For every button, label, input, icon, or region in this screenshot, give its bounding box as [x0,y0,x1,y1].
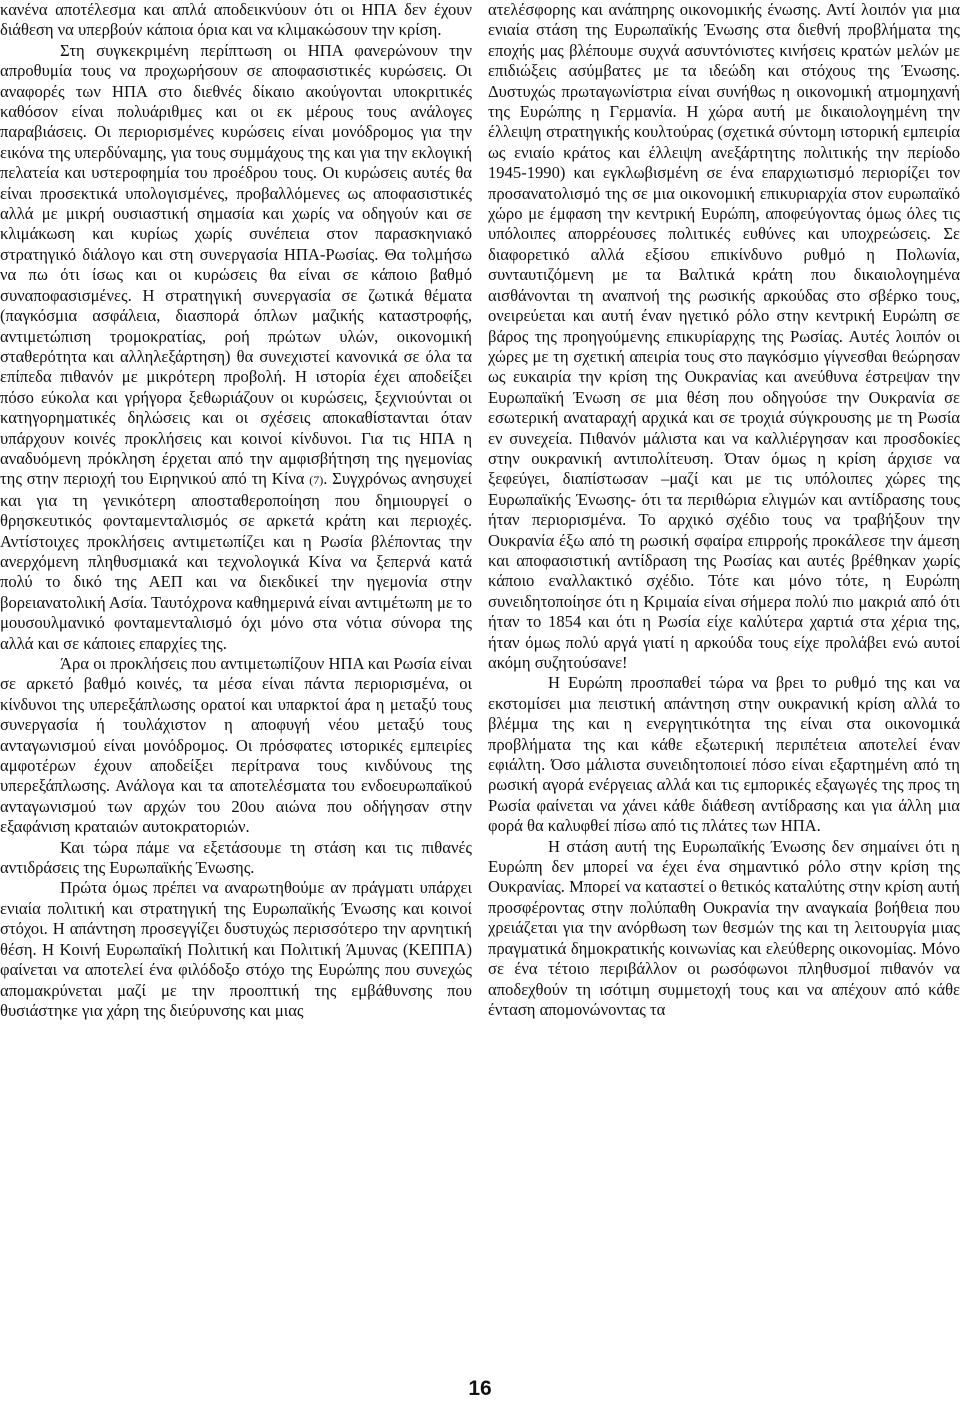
paragraph: Πρώτα όμως πρέπει να αναρωτηθούμε αν πράγματι υπάρχει ενιαία πολιτική και στρατηγική της Ευρωπαϊκής Ένωσης και κοινοί στόχοι. Η απάντηση προσεγγίζει δυστυχώς περισσότερο την αρνητική θέση. Η Κοινή Ευρωπαϊκή Πολιτική και Πολιτική Άμυνας (ΚΕΠΠΑ) φαίνεται να αποτελεί ένα φιλόδοξο στόχο της Ευρώπης που συνεχώς απομακρύνεται μαζί με την προοπτική της εμβάθυνσης που θυσιάστηκε για χάρη της διεύρυνσης και μιας [0,878,472,1020]
right-column [488,0,960,1020]
paragraph: Η στάση αυτή της Ευρωπαϊκής Ένωσης δεν σημαίνει ότι η Ευρώπη δεν μπορεί να έχει ένα σημαντικό ρόλο στην κρίση της Ουκρανίας. Μπορεί να καταστεί ο θετικός καταλύτης στην κρίση αυτή προσφέροντας στην πολύπαθη Ουκρανία την αναγκαία βοήθεια που χρειάζεται για την ανόρθωση των θεσμών της και τη λειτουργία μιας πραγματικά δημοκρατικής κοινωνίας και ελεύθερης οικονομίας. Μόνο σε ένα τέτοιο περιβάλλον οι ρωσόφωνοι πληθυσμοί πιθανόν να αποδεχθούν τη ισότιμη συμμετοχή τους και να απέχουν από κάθε ένταση απομονώνοντας τα [488,836,960,1019]
paragraph-text: Στη συγκεκριμένη περίπτωση οι ΗΠΑ φανερώνουν την απροθυμία τους να προχωρήσουν σε αποφασιστικές κυρώσεις. Οι αναφορές των ΗΠΑ στο διεθνές δίκαιο ακούγονται υποκριτικές καθόσον είναι πολυάριθμες και οι εκ μέρους τους ανάλογες παραβιάσεις. Οι περιορισμένες κυρώσεις είναι μονόδρομος για την εικόνα της υπερδύναμης, για τους συμμάχους της και για την εκλογική πελατεία και υστεροφημία του προέδρου τους. Οι κυρώσεις αυτές θα είναι προσεκτικά υπολογισμένες, προβαλλόμενες ως αποφασιστικές αλλά με μικρή ουσιαστική σημασία και χωρίς να οδηγούν και σε κλιμάκωση και κυρίως χωρίς συνέπεια στον παρασκηνιακό στρατηγικό διάλογο και στη συνεργασία ΗΠΑ-Ρωσίας. Θα τολμήσω να πω ότι ίσως και οι κυρώσεις θα είναι σε κάποιο βαθμό συναποφασισμένες. Η στρατηγική συνεργασία σε ζωτικά θέματα (παγκόσμια ασφάλεια, διασπορά όπλων μαζικής καταστροφής, αντιμετώπιση τρομοκρατίας, ροή πρώτων υλών, οικονομική σταθερότητα και αλληλεξάρτηση) θα συνεχιστεί κανονικά σε όλα τα επίπεδα πιθανόν με μικρότερη προβολή. Η ιστορία έχει αποδείξει πόσο εύκολα και γρήγορα ξεθωριάζουν οι κυρώσεις, ξεχνιούνται οι κατηγορηματικές δηλώσεις και οι σχέσεις αποκαθίστανται όταν υπάρχουν κοινές προκλήσεις και κοινοί κίνδυνοι. Για τις ΗΠΑ η αναδυόμενη πρόκληση έρχεται από την αμφισβήτηση της ηγεμονίας της στην περιοχή του Ειρηνικού από τη Κίνα [0,40,472,489]
paragraph: κανένα αποτέλεσμα και απλά αποδεικνύουν ότι οι ΗΠΑ δεν έχουν διάθεση να υπερβούν κάποια όρια και να κλιμακώσουν την κρίση. [0,0,472,40]
paragraph-text: . Συγχρόνως ανησυχεί και για τη γενικότερη αποσταθεροποίηση που δημιουργεί ο θρησκευτικός φονταμενταλισμός σε αρκετά κράτη και περιοχές. Αντίστοιχες προκλήσεις αντιμετωπίζει και η Ρωσία βλέποντας την ανερχόμενη πληθυσμιακά και τεχνολογικά Κίνα να ξεπερνά κατά πολύ το δικό της ΑΕΠ και να διεκδικεί την ηγεμονία στην βορειανατολική Ασία. Ταυτόχρονα καθημερινά είναι αντιμέτωπη με το μουσουλμανικό φονταμενταλισμό όχι μόνο στα νότια σύνορα της αλλά και σε κάποιες επαρχίες της. [0,469,472,653]
left-column [0,0,472,1021]
paragraph: ατελέσφορης και ανάπηρης οικονομικής ένωσης. Αντί λοιπόν για μια ενιαία στάση της Ευρωπαϊκής Ένωσης στα διεθνή προβλήματα της εποχής μας βλέπουμε συχνά ασυντόνιστες κινήσεις κρατών μελών με επιδιώξεις ασύμβατες με τα ιδεώδη και στόχους της Ένωσης. Δυστυχώς πρωταγωνίστρια είναι συνήθως η οικονομική ατμομηχανή της Ευρώπης η Γερμανία. Η χώρα αυτή με δικαιολογημένη την έλλειψη στρατηγικής κουλτούρας (σχετικά σύντομη ιστορική εμπειρία ως ενιαίο κράτος και έλλειψη ανεξάρτητης πολιτικής την περίοδο 1945-1990) και εγκλωβισμένη σε ένα επαρχιωτισμό περιορίζει τον προσανατολισμό της σε μια οικονομική επικυριαρχία στον ευρωπαϊκό χώρο με έμφαση την κεντρική Ευρώπη, αποφεύγοντας όμως όλες τις υπόλοιπες απορρέουσες πολιτικές ευθύνες και υποχρεώσεις. Σε διαφορετικό αλλά εξίσου επικίνδυνο ρυθμό η Πολωνία, συνταυτιζόμενη με τα Βαλτικά κράτη που δικαιολογημένα αισθάνονται τη αναπνοή της ρωσικής αρκούδας στο σβέρκο τους, ονειρεύεται και αυτή έναν ηγετικό ρόλο στην κεντρική Ευρώπη σε βάρος της προηγούμενης επικυρίαρχης της Ρωσίας. Αυτές λοιπόν οι χώρες με τη σχετική απειρία τους στο παγκόσμιο γίγνεσθαι θεώρησαν ως ευκαιρία την κρίση της Ουκρανίας και ανεύθυνα έστρεψαν την Ευρωπαϊκή Ένωση σε μια θέση που οδηγούσε την Ουκρανία σε εσωτερική αναταραχή αρχικά και σε τροχιά σύγκρουσης με τη Ρωσία εν συνεχεία. Πιθανόν μάλιστα και να καλλιέργησαν και προσδοκίες στην ουκρανική αντιπολίτευση. Όταν όμως η κρίση άρχισε να ξεφεύγει, διαπίστωσαν –μαζί και με τις υπόλοιπες χώρες της Ευρωπαϊκής Ένωσης- ότι τα περιθώρια ελιγμών και αντίδρασης τους ήταν περιορισμένα. Το αρχικό σχέδιο τους να τραβήξουν την Ουκρανία έξω από τη ρωσική σφαίρα επιρροής προκάλεσε την άμεση και αποφασιστική αντίδραση της Ρωσίας και αυτές βρέθηκαν χωρίς κάποιο εναλλακτικό σχέδιο. Τότε και μόνο τότε, η Ευρώπη συνειδητοποίησε ότι η Κριμαία είναι σήμερα πολύ πιο μακριά από ότι ήταν το 1854 και ότι η Ρωσία είχε καλύτερα χαρτιά στα χέρια της, ήταν όμως πολύ αργά γιατί η αρκούδα τους είχε προλάβει ενώ αυτοί ακόμη συζητούσανε! [488,0,960,672]
paragraph: Άρα οι προκλήσεις που αντιμετωπίζουν ΗΠΑ και Ρωσία είναι σε αρκετό βαθμό κοινές, τα μέσα είναι πάντα περιορισμένα, οι κίνδυνοι της υπερεξάπλωσης ορατοί και υπαρκτοί άρα η μεταξύ τους συνεργασία ή τουλάχιστον η αποφυγή νέου μεταξύ τους ανταγωνισμού είναι μονόδρομος. Οι πρόσφατες ιστορικές εμπειρίες αμφοτέρων έχουν αποδείξει περίτρανα τους κινδύνους της υπερεξάπλωσης. Ανάλογα και τα αποτελέσματα του ενδοευρωπαϊκού ανταγωνισμού των αρχών του 20ου αιώνα που οδήγησαν στην εξαφάνιση κραταιών αυτοκρατοριών. [0,654,472,837]
footnote-reference: (7) [309,473,324,488]
page-number: 16 [468,1377,492,1400]
paragraph: Η Ευρώπη προσπαθεί τώρα να βρει το ρυθμό της και να εκστομίσει μια πειστική απάντηση στην ουκρανική κρίση αλλά το βλέμμα της και η ενεργητικότητα της είναι στα οικονομικά προβλήματα της και κάθε εξωτερική περιπέτεια αποτελεί έναν εφιάλτη. Όσο μάλιστα συνειδητοποιεί πόσο είναι εξαρτημένη από τη ρωσική αγορά ενέργειας αλλά και τις εμπορικές εξαγωγές της προς τη Ρωσία φαίνεται να χάνει κάθε διάθεση αντίδρασης και για άλλη μια φορά θα καλυφθεί πίσω από τις πλάτες των ΗΠΑ. [488,673,960,836]
paragraph: Και τώρα πάμε να εξετάσουμε τη στάση και τις πιθανές αντιδράσεις της Ευρωπαϊκής Ένωσης. [0,837,472,878]
paragraph [0,41,472,654]
